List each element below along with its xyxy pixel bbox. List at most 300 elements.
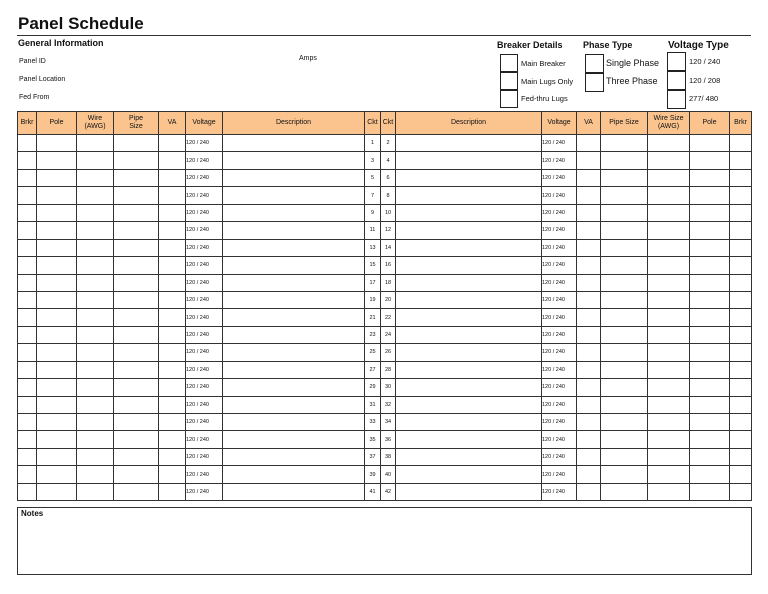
wire-left-cell[interactable] bbox=[77, 239, 114, 256]
pole-left-cell[interactable] bbox=[37, 274, 77, 291]
pipe-right-cell[interactable] bbox=[601, 204, 648, 221]
wire-left-cell[interactable] bbox=[77, 361, 114, 378]
description-right-cell[interactable] bbox=[396, 309, 542, 326]
pipe-right-cell[interactable] bbox=[601, 483, 648, 500]
pole-left-cell[interactable] bbox=[37, 431, 77, 448]
brkr-left-cell[interactable] bbox=[18, 448, 37, 465]
description-left-cell[interactable] bbox=[223, 274, 365, 291]
va-right-cell[interactable] bbox=[577, 466, 601, 483]
brkr-right-cell[interactable] bbox=[730, 344, 752, 361]
va-left-cell[interactable] bbox=[159, 466, 186, 483]
pipe-left-cell[interactable] bbox=[114, 361, 159, 378]
description-right-cell[interactable] bbox=[396, 466, 542, 483]
pole-left-cell[interactable] bbox=[37, 222, 77, 239]
description-left-cell[interactable] bbox=[223, 379, 365, 396]
description-left-cell[interactable] bbox=[223, 448, 365, 465]
voltage-right-cell[interactable]: 120 / 240 bbox=[542, 448, 577, 465]
voltage-right-cell[interactable]: 120 / 240 bbox=[542, 222, 577, 239]
description-left-cell[interactable] bbox=[223, 152, 365, 169]
wire-right-cell[interactable] bbox=[648, 466, 690, 483]
brkr-right-cell[interactable] bbox=[730, 169, 752, 186]
wire-right-cell[interactable] bbox=[648, 274, 690, 291]
voltage-right-cell[interactable]: 120 / 240 bbox=[542, 152, 577, 169]
wire-left-cell[interactable] bbox=[77, 222, 114, 239]
brkr-right-cell[interactable] bbox=[730, 448, 752, 465]
va-right-cell[interactable] bbox=[577, 379, 601, 396]
wire-left-cell[interactable] bbox=[77, 169, 114, 186]
wire-left-cell[interactable] bbox=[77, 152, 114, 169]
pipe-right-cell[interactable] bbox=[601, 466, 648, 483]
va-right-cell[interactable] bbox=[577, 169, 601, 186]
voltage-left-cell[interactable]: 120 / 240 bbox=[186, 309, 223, 326]
pole-left-cell[interactable] bbox=[37, 326, 77, 343]
description-right-cell[interactable] bbox=[396, 152, 542, 169]
pole-right-cell[interactable] bbox=[690, 326, 730, 343]
voltage-left-cell[interactable]: 120 / 240 bbox=[186, 379, 223, 396]
voltage-left-cell[interactable]: 120 / 240 bbox=[186, 239, 223, 256]
wire-left-cell[interactable] bbox=[77, 414, 114, 431]
voltage-right-cell[interactable]: 120 / 240 bbox=[542, 326, 577, 343]
pole-right-cell[interactable] bbox=[690, 222, 730, 239]
va-right-cell[interactable] bbox=[577, 204, 601, 221]
description-right-cell[interactable] bbox=[396, 344, 542, 361]
va-right-cell[interactable] bbox=[577, 344, 601, 361]
brkr-left-cell[interactable] bbox=[18, 466, 37, 483]
wire-right-cell[interactable] bbox=[648, 431, 690, 448]
va-right-cell[interactable] bbox=[577, 222, 601, 239]
va-left-cell[interactable] bbox=[159, 448, 186, 465]
brkr-right-cell[interactable] bbox=[730, 204, 752, 221]
pipe-right-cell[interactable] bbox=[601, 291, 648, 308]
description-right-cell[interactable] bbox=[396, 414, 542, 431]
pole-right-cell[interactable] bbox=[690, 344, 730, 361]
voltage-left-cell[interactable]: 120 / 240 bbox=[186, 187, 223, 204]
pipe-left-cell[interactable] bbox=[114, 152, 159, 169]
voltage-right-cell[interactable]: 120 / 240 bbox=[542, 135, 577, 152]
va-left-cell[interactable] bbox=[159, 361, 186, 378]
va-right-cell[interactable] bbox=[577, 274, 601, 291]
brkr-left-cell[interactable] bbox=[18, 309, 37, 326]
description-right-cell[interactable] bbox=[396, 483, 542, 500]
voltage-left-cell[interactable]: 120 / 240 bbox=[186, 396, 223, 413]
wire-right-cell[interactable] bbox=[648, 187, 690, 204]
wire-left-cell[interactable] bbox=[77, 396, 114, 413]
brkr-left-cell[interactable] bbox=[18, 414, 37, 431]
va-left-cell[interactable] bbox=[159, 291, 186, 308]
description-right-cell[interactable] bbox=[396, 204, 542, 221]
pole-left-cell[interactable] bbox=[37, 239, 77, 256]
voltage-left-cell[interactable]: 120 / 240 bbox=[186, 291, 223, 308]
pipe-right-cell[interactable] bbox=[601, 344, 648, 361]
voltage-right-cell[interactable]: 120 / 240 bbox=[542, 187, 577, 204]
voltage-left-cell[interactable]: 120 / 240 bbox=[186, 414, 223, 431]
brkr-right-cell[interactable] bbox=[730, 414, 752, 431]
pole-left-cell[interactable] bbox=[37, 257, 77, 274]
voltage-left-cell[interactable]: 120 / 240 bbox=[186, 326, 223, 343]
pole-left-cell[interactable] bbox=[37, 414, 77, 431]
wire-right-cell[interactable] bbox=[648, 379, 690, 396]
description-right-cell[interactable] bbox=[396, 169, 542, 186]
pole-left-cell[interactable] bbox=[37, 379, 77, 396]
pipe-left-cell[interactable] bbox=[114, 222, 159, 239]
pole-left-cell[interactable] bbox=[37, 448, 77, 465]
pipe-right-cell[interactable] bbox=[601, 274, 648, 291]
voltage-left-cell[interactable]: 120 / 240 bbox=[186, 274, 223, 291]
wire-left-cell[interactable] bbox=[77, 431, 114, 448]
va-left-cell[interactable] bbox=[159, 222, 186, 239]
brkr-left-cell[interactable] bbox=[18, 431, 37, 448]
wire-left-cell[interactable] bbox=[77, 187, 114, 204]
pipe-right-cell[interactable] bbox=[601, 448, 648, 465]
wire-left-cell[interactable] bbox=[77, 257, 114, 274]
description-left-cell[interactable] bbox=[223, 431, 365, 448]
pipe-right-cell[interactable] bbox=[601, 326, 648, 343]
voltage-right-cell[interactable]: 120 / 240 bbox=[542, 257, 577, 274]
va-right-cell[interactable] bbox=[577, 361, 601, 378]
description-left-cell[interactable] bbox=[223, 187, 365, 204]
pipe-left-cell[interactable] bbox=[114, 483, 159, 500]
wire-right-cell[interactable] bbox=[648, 396, 690, 413]
brkr-left-cell[interactable] bbox=[18, 222, 37, 239]
wire-right-cell[interactable] bbox=[648, 414, 690, 431]
description-left-cell[interactable] bbox=[223, 344, 365, 361]
brkr-right-cell[interactable] bbox=[730, 396, 752, 413]
pipe-left-cell[interactable] bbox=[114, 204, 159, 221]
pole-right-cell[interactable] bbox=[690, 204, 730, 221]
pole-left-cell[interactable] bbox=[37, 135, 77, 152]
va-left-cell[interactable] bbox=[159, 239, 186, 256]
description-left-cell[interactable] bbox=[223, 326, 365, 343]
description-left-cell[interactable] bbox=[223, 222, 365, 239]
pipe-right-cell[interactable] bbox=[601, 135, 648, 152]
brkr-left-cell[interactable] bbox=[18, 396, 37, 413]
va-left-cell[interactable] bbox=[159, 414, 186, 431]
pole-left-cell[interactable] bbox=[37, 483, 77, 500]
pipe-left-cell[interactable] bbox=[114, 135, 159, 152]
wire-right-cell[interactable] bbox=[648, 448, 690, 465]
description-left-cell[interactable] bbox=[223, 291, 365, 308]
description-left-cell[interactable] bbox=[223, 239, 365, 256]
pole-left-cell[interactable] bbox=[37, 309, 77, 326]
voltage-right-cell[interactable]: 120 / 240 bbox=[542, 274, 577, 291]
pole-right-cell[interactable] bbox=[690, 135, 730, 152]
pipe-right-cell[interactable] bbox=[601, 187, 648, 204]
brkr-right-cell[interactable] bbox=[730, 309, 752, 326]
pipe-right-cell[interactable] bbox=[601, 431, 648, 448]
description-left-cell[interactable] bbox=[223, 396, 365, 413]
brkr-right-cell[interactable] bbox=[730, 361, 752, 378]
pole-right-cell[interactable] bbox=[690, 483, 730, 500]
va-left-cell[interactable] bbox=[159, 326, 186, 343]
wire-left-cell[interactable] bbox=[77, 448, 114, 465]
description-right-cell[interactable] bbox=[396, 291, 542, 308]
pipe-left-cell[interactable] bbox=[114, 239, 159, 256]
pole-right-cell[interactable] bbox=[690, 309, 730, 326]
pole-left-cell[interactable] bbox=[37, 204, 77, 221]
wire-right-cell[interactable] bbox=[648, 309, 690, 326]
pipe-left-cell[interactable] bbox=[114, 396, 159, 413]
voltage-left-cell[interactable]: 120 / 240 bbox=[186, 483, 223, 500]
va-left-cell[interactable] bbox=[159, 396, 186, 413]
pipe-left-cell[interactable] bbox=[114, 257, 159, 274]
voltage-left-cell[interactable]: 120 / 240 bbox=[186, 135, 223, 152]
description-right-cell[interactable] bbox=[396, 379, 542, 396]
va-left-cell[interactable] bbox=[159, 344, 186, 361]
pole-right-cell[interactable] bbox=[690, 361, 730, 378]
description-left-cell[interactable] bbox=[223, 309, 365, 326]
description-right-cell[interactable] bbox=[396, 239, 542, 256]
va-right-cell[interactable] bbox=[577, 291, 601, 308]
description-left-cell[interactable] bbox=[223, 361, 365, 378]
wire-right-cell[interactable] bbox=[648, 152, 690, 169]
brkr-left-cell[interactable] bbox=[18, 361, 37, 378]
brkr-left-cell[interactable] bbox=[18, 274, 37, 291]
brkr-right-cell[interactable] bbox=[730, 135, 752, 152]
pole-left-cell[interactable] bbox=[37, 344, 77, 361]
pole-right-cell[interactable] bbox=[690, 466, 730, 483]
brkr-right-cell[interactable] bbox=[730, 257, 752, 274]
brkr-left-cell[interactable] bbox=[18, 483, 37, 500]
description-right-cell[interactable] bbox=[396, 448, 542, 465]
wire-left-cell[interactable] bbox=[77, 466, 114, 483]
description-left-cell[interactable] bbox=[223, 483, 365, 500]
voltage-left-cell[interactable]: 120 / 240 bbox=[186, 344, 223, 361]
wire-left-cell[interactable] bbox=[77, 291, 114, 308]
va-right-cell[interactable] bbox=[577, 309, 601, 326]
pipe-left-cell[interactable] bbox=[114, 379, 159, 396]
va-left-cell[interactable] bbox=[159, 483, 186, 500]
three-phase-checkbox[interactable] bbox=[585, 73, 604, 92]
va-left-cell[interactable] bbox=[159, 169, 186, 186]
va-right-cell[interactable] bbox=[577, 152, 601, 169]
pole-left-cell[interactable] bbox=[37, 396, 77, 413]
pole-right-cell[interactable] bbox=[690, 431, 730, 448]
notes-box[interactable] bbox=[17, 507, 752, 575]
wire-right-cell[interactable] bbox=[648, 239, 690, 256]
va-left-cell[interactable] bbox=[159, 187, 186, 204]
pipe-right-cell[interactable] bbox=[601, 361, 648, 378]
pole-right-cell[interactable] bbox=[690, 396, 730, 413]
pipe-right-cell[interactable] bbox=[601, 152, 648, 169]
wire-left-cell[interactable] bbox=[77, 135, 114, 152]
single-phase-checkbox[interactable] bbox=[585, 54, 604, 73]
va-right-cell[interactable] bbox=[577, 414, 601, 431]
wire-left-cell[interactable] bbox=[77, 344, 114, 361]
wire-right-cell[interactable] bbox=[648, 326, 690, 343]
voltage-left-cell[interactable]: 120 / 240 bbox=[186, 152, 223, 169]
wire-right-cell[interactable] bbox=[648, 135, 690, 152]
brkr-left-cell[interactable] bbox=[18, 344, 37, 361]
pipe-left-cell[interactable] bbox=[114, 291, 159, 308]
wire-right-cell[interactable] bbox=[648, 361, 690, 378]
va-left-cell[interactable] bbox=[159, 204, 186, 221]
wire-left-cell[interactable] bbox=[77, 379, 114, 396]
va-right-cell[interactable] bbox=[577, 326, 601, 343]
description-right-cell[interactable] bbox=[396, 222, 542, 239]
pipe-left-cell[interactable] bbox=[114, 431, 159, 448]
voltage-left-cell[interactable]: 120 / 240 bbox=[186, 466, 223, 483]
va-right-cell[interactable] bbox=[577, 448, 601, 465]
description-left-cell[interactable] bbox=[223, 257, 365, 274]
voltage-right-cell[interactable]: 120 / 240 bbox=[542, 169, 577, 186]
pipe-left-cell[interactable] bbox=[114, 466, 159, 483]
pole-right-cell[interactable] bbox=[690, 274, 730, 291]
pipe-right-cell[interactable] bbox=[601, 309, 648, 326]
wire-left-cell[interactable] bbox=[77, 326, 114, 343]
pipe-left-cell[interactable] bbox=[114, 326, 159, 343]
voltage-right-cell[interactable]: 120 / 240 bbox=[542, 239, 577, 256]
voltage-120-208-checkbox[interactable] bbox=[667, 71, 686, 90]
pole-right-cell[interactable] bbox=[690, 291, 730, 308]
pipe-left-cell[interactable] bbox=[114, 309, 159, 326]
pipe-right-cell[interactable] bbox=[601, 414, 648, 431]
brkr-right-cell[interactable] bbox=[730, 483, 752, 500]
pole-right-cell[interactable] bbox=[690, 414, 730, 431]
voltage-right-cell[interactable]: 120 / 240 bbox=[542, 361, 577, 378]
brkr-left-cell[interactable] bbox=[18, 204, 37, 221]
brkr-right-cell[interactable] bbox=[730, 152, 752, 169]
voltage-right-cell[interactable]: 120 / 240 bbox=[542, 344, 577, 361]
description-left-cell[interactable] bbox=[223, 466, 365, 483]
va-right-cell[interactable] bbox=[577, 135, 601, 152]
wire-left-cell[interactable] bbox=[77, 483, 114, 500]
pole-right-cell[interactable] bbox=[690, 169, 730, 186]
description-right-cell[interactable] bbox=[396, 135, 542, 152]
voltage-120-240-checkbox[interactable] bbox=[667, 52, 686, 71]
wire-right-cell[interactable] bbox=[648, 291, 690, 308]
voltage-right-cell[interactable]: 120 / 240 bbox=[542, 379, 577, 396]
va-right-cell[interactable] bbox=[577, 396, 601, 413]
brkr-right-cell[interactable] bbox=[730, 274, 752, 291]
pole-left-cell[interactable] bbox=[37, 466, 77, 483]
voltage-left-cell[interactable]: 120 / 240 bbox=[186, 448, 223, 465]
va-left-cell[interactable] bbox=[159, 257, 186, 274]
brkr-left-cell[interactable] bbox=[18, 187, 37, 204]
main-lugs-only-checkbox[interactable] bbox=[500, 72, 518, 90]
pipe-right-cell[interactable] bbox=[601, 169, 648, 186]
voltage-right-cell[interactable]: 120 / 240 bbox=[542, 204, 577, 221]
pipe-left-cell[interactable] bbox=[114, 274, 159, 291]
va-right-cell[interactable] bbox=[577, 187, 601, 204]
wire-right-cell[interactable] bbox=[648, 204, 690, 221]
wire-right-cell[interactable] bbox=[648, 257, 690, 274]
pipe-left-cell[interactable] bbox=[114, 344, 159, 361]
va-left-cell[interactable] bbox=[159, 135, 186, 152]
description-right-cell[interactable] bbox=[396, 431, 542, 448]
voltage-left-cell[interactable]: 120 / 240 bbox=[186, 257, 223, 274]
wire-left-cell[interactable] bbox=[77, 204, 114, 221]
description-left-cell[interactable] bbox=[223, 169, 365, 186]
wire-left-cell[interactable] bbox=[77, 309, 114, 326]
pole-left-cell[interactable] bbox=[37, 361, 77, 378]
brkr-right-cell[interactable] bbox=[730, 291, 752, 308]
voltage-left-cell[interactable]: 120 / 240 bbox=[186, 361, 223, 378]
wire-left-cell[interactable] bbox=[77, 274, 114, 291]
description-right-cell[interactable] bbox=[396, 257, 542, 274]
voltage-left-cell[interactable]: 120 / 240 bbox=[186, 431, 223, 448]
description-right-cell[interactable] bbox=[396, 274, 542, 291]
pipe-right-cell[interactable] bbox=[601, 396, 648, 413]
description-left-cell[interactable] bbox=[223, 204, 365, 221]
description-right-cell[interactable] bbox=[396, 187, 542, 204]
pipe-left-cell[interactable] bbox=[114, 448, 159, 465]
va-right-cell[interactable] bbox=[577, 483, 601, 500]
pipe-right-cell[interactable] bbox=[601, 239, 648, 256]
brkr-left-cell[interactable] bbox=[18, 257, 37, 274]
description-right-cell[interactable] bbox=[396, 326, 542, 343]
pole-right-cell[interactable] bbox=[690, 187, 730, 204]
voltage-left-cell[interactable]: 120 / 240 bbox=[186, 169, 223, 186]
pipe-left-cell[interactable] bbox=[114, 169, 159, 186]
va-right-cell[interactable] bbox=[577, 257, 601, 274]
pole-left-cell[interactable] bbox=[37, 291, 77, 308]
brkr-right-cell[interactable] bbox=[730, 379, 752, 396]
pole-right-cell[interactable] bbox=[690, 257, 730, 274]
pole-left-cell[interactable] bbox=[37, 152, 77, 169]
brkr-left-cell[interactable] bbox=[18, 152, 37, 169]
voltage-right-cell[interactable]: 120 / 240 bbox=[542, 466, 577, 483]
pole-right-cell[interactable] bbox=[690, 152, 730, 169]
brkr-right-cell[interactable] bbox=[730, 326, 752, 343]
voltage-right-cell[interactable]: 120 / 240 bbox=[542, 309, 577, 326]
brkr-left-cell[interactable] bbox=[18, 326, 37, 343]
va-left-cell[interactable] bbox=[159, 379, 186, 396]
pipe-right-cell[interactable] bbox=[601, 257, 648, 274]
brkr-right-cell[interactable] bbox=[730, 239, 752, 256]
wire-right-cell[interactable] bbox=[648, 483, 690, 500]
voltage-right-cell[interactable]: 120 / 240 bbox=[542, 396, 577, 413]
pole-right-cell[interactable] bbox=[690, 379, 730, 396]
brkr-left-cell[interactable] bbox=[18, 239, 37, 256]
voltage-right-cell[interactable]: 120 / 240 bbox=[542, 291, 577, 308]
va-right-cell[interactable] bbox=[577, 431, 601, 448]
voltage-277-480-checkbox[interactable] bbox=[667, 90, 686, 109]
brkr-left-cell[interactable] bbox=[18, 291, 37, 308]
wire-right-cell[interactable] bbox=[648, 169, 690, 186]
pipe-left-cell[interactable] bbox=[114, 414, 159, 431]
brkr-left-cell[interactable] bbox=[18, 169, 37, 186]
wire-right-cell[interactable] bbox=[648, 222, 690, 239]
va-left-cell[interactable] bbox=[159, 309, 186, 326]
voltage-left-cell[interactable]: 120 / 240 bbox=[186, 222, 223, 239]
va-left-cell[interactable] bbox=[159, 274, 186, 291]
fed-thru-lugs-checkbox[interactable] bbox=[500, 90, 518, 108]
voltage-right-cell[interactable]: 120 / 240 bbox=[542, 414, 577, 431]
brkr-right-cell[interactable] bbox=[730, 466, 752, 483]
brkr-right-cell[interactable] bbox=[730, 431, 752, 448]
description-left-cell[interactable] bbox=[223, 135, 365, 152]
brkr-left-cell[interactable] bbox=[18, 135, 37, 152]
brkr-right-cell[interactable] bbox=[730, 222, 752, 239]
va-left-cell[interactable] bbox=[159, 152, 186, 169]
va-right-cell[interactable] bbox=[577, 239, 601, 256]
pipe-left-cell[interactable] bbox=[114, 187, 159, 204]
description-right-cell[interactable] bbox=[396, 396, 542, 413]
pole-left-cell[interactable] bbox=[37, 187, 77, 204]
description-left-cell[interactable] bbox=[223, 414, 365, 431]
brkr-right-cell[interactable] bbox=[730, 187, 752, 204]
wire-right-cell[interactable] bbox=[648, 344, 690, 361]
voltage-left-cell[interactable]: 120 / 240 bbox=[186, 204, 223, 221]
main-breaker-checkbox[interactable] bbox=[500, 54, 518, 72]
pole-right-cell[interactable] bbox=[690, 239, 730, 256]
voltage-right-cell[interactable]: 120 / 240 bbox=[542, 483, 577, 500]
pole-left-cell[interactable] bbox=[37, 169, 77, 186]
va-left-cell[interactable] bbox=[159, 431, 186, 448]
pipe-right-cell[interactable] bbox=[601, 379, 648, 396]
brkr-left-cell[interactable] bbox=[18, 379, 37, 396]
description-right-cell[interactable] bbox=[396, 361, 542, 378]
